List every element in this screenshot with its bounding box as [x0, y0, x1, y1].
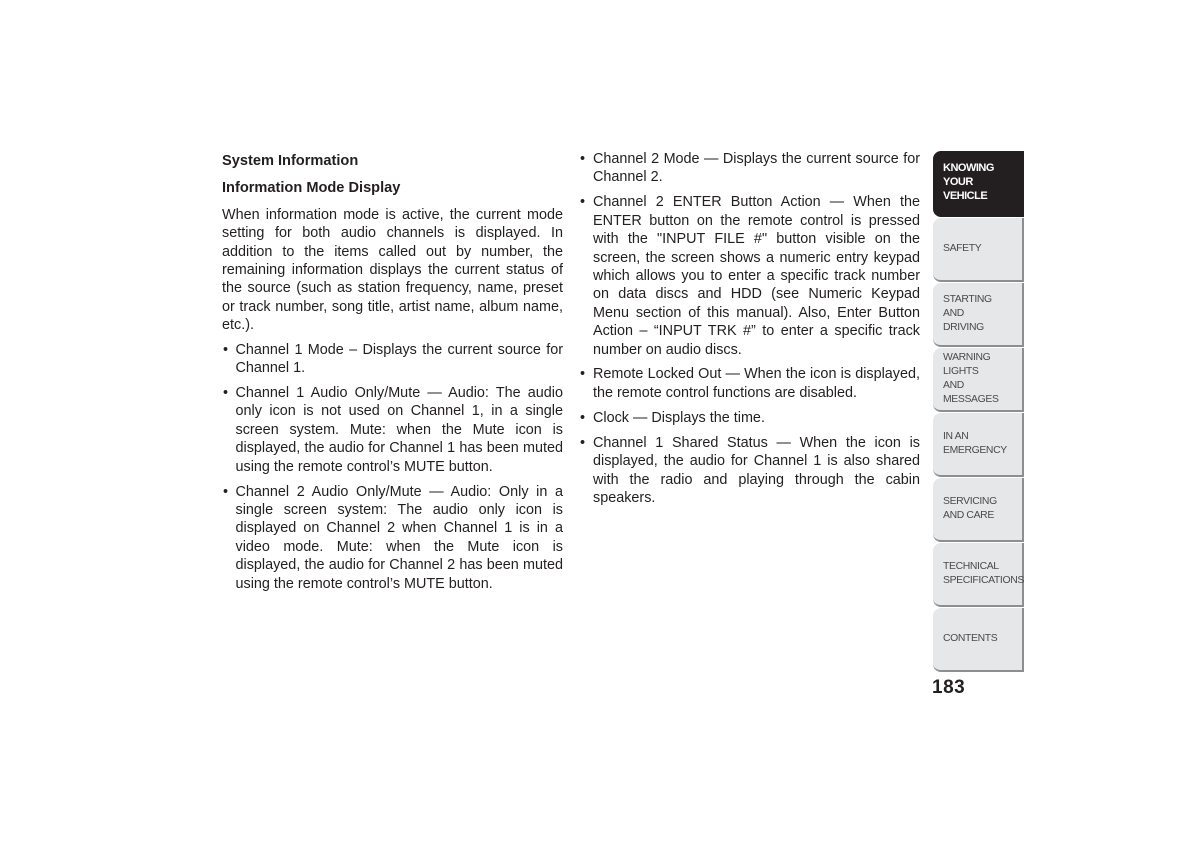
tab-label: KNOWING YOUR VEHICLE: [943, 162, 994, 202]
left-bullet-list: [222, 341, 563, 593]
tab-warning-lights-and-messages[interactable]: [933, 348, 1024, 412]
list-item: • Channel 1 Mode – Displays the current source for Channel 1.: [222, 341, 563, 378]
tab-label: SAFETY: [943, 243, 982, 255]
tab-servicing-and-care[interactable]: [933, 478, 1024, 542]
right-column: [579, 150, 920, 514]
subsection-heading-information-mode-display: Information Mode Display: [222, 179, 401, 196]
list-item: • Channel 1 Shared Status — When the icon is displayed, the audio for Channel 1 is also shared with the radio and playing through the cabin speakers.: [579, 434, 920, 508]
left-column: [222, 150, 563, 599]
tab-contents[interactable]: [933, 608, 1024, 672]
tab-label: WARNING LIGHTS AND MESSAGES: [943, 352, 999, 405]
list-item: • Clock — Displays the time.: [579, 409, 920, 427]
page-number: 183: [932, 677, 966, 698]
tab-knowing-your-vehicle[interactable]: [933, 151, 1024, 217]
tab-label: STARTING AND DRIVING: [943, 294, 992, 333]
list-item: • Remote Locked Out — When the icon is displayed, the remote control functions are disabled.: [579, 365, 920, 402]
tab-label: IN AN EMERGENCY: [943, 431, 1007, 456]
list-item: • Channel 1 Audio Only/Mute — Audio: The audio only icon is not used on Channel 1, in a single screen system. Mute: when the Mute icon is displayed, the audio for Channel 1 has been muted using the remote control’s MUTE button.: [222, 384, 563, 476]
tab-technical-specifications[interactable]: [933, 543, 1024, 607]
section-heading-system-information: System Information: [222, 153, 359, 169]
list-item: • Channel 2 ENTER Button Action — When the ENTER button on the remote control is pressed with the "INPUT FILE #" button visible on the screen, the screen shows a numeric entry keypad which allows you to enter a specific track number on data discs and HDD (see Numeric Keypad Menu section of this manual). Also, Enter Button Action – “INPUT TRK #” to enter a specific track number on audio discs.: [579, 193, 920, 359]
list-item: • Channel 2 Mode — Displays the current source for Channel 2.: [579, 150, 920, 187]
tab-label: SERVICING AND CARE: [943, 496, 997, 521]
tab-label: CONTENTS: [943, 633, 998, 645]
tab-label: TECHNICAL SPECIFICATIONS: [943, 561, 1024, 586]
right-bullet-list: [579, 150, 920, 507]
tab-starting-and-driving[interactable]: [933, 283, 1024, 347]
chapter-tabs: [933, 151, 1024, 673]
list-item: • Channel 2 Audio Only/Mute — Audio: Only in a single screen system: The audio only icon is displayed on Channel 2 when Channel 1 is in a video mode. Mute: when the Mute icon is displayed, the audio for Channel 2 has been muted using the remote control’s MUTE button.: [222, 483, 563, 593]
tab-safety[interactable]: [933, 218, 1024, 282]
tab-in-an-emergency[interactable]: [933, 413, 1024, 477]
intro-paragraph: When information mode is active, the current mode setting for both audio channels is displayed. In addition to the items called out by number, the remaining information displays the current status of the source (such as station frequency, name, preset or track number, song title, artist name, album name, etc.).: [222, 206, 563, 334]
